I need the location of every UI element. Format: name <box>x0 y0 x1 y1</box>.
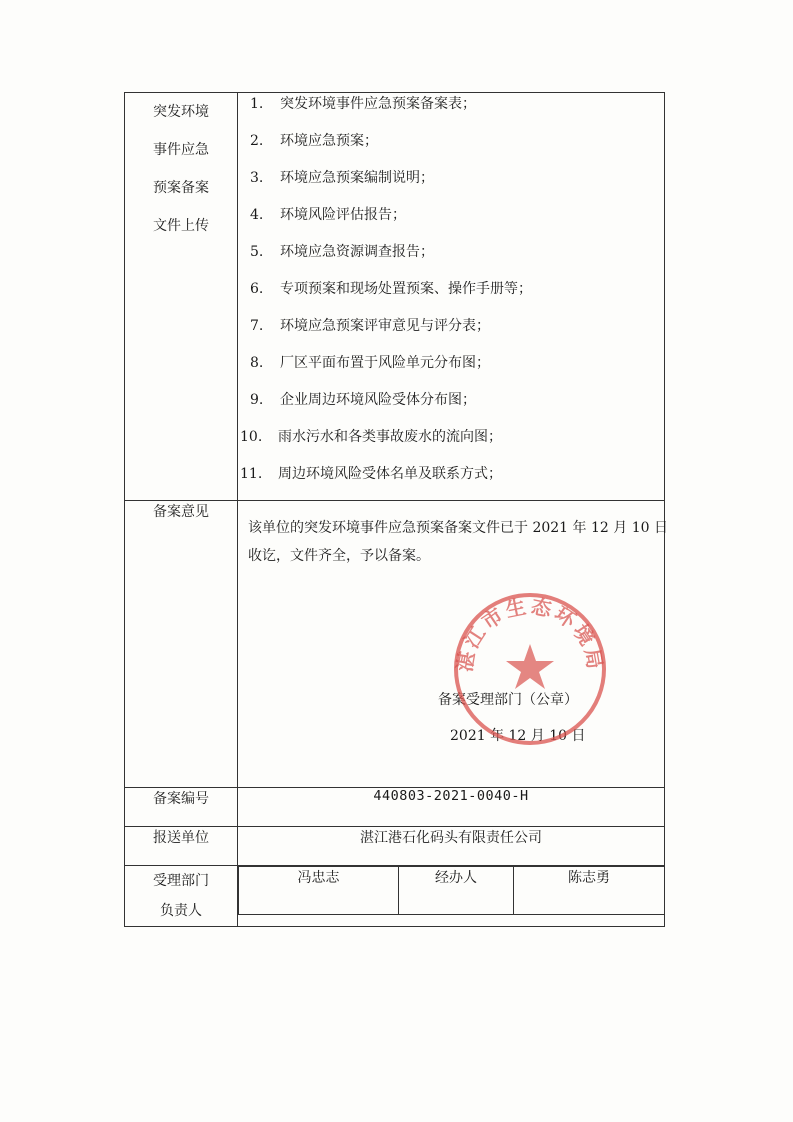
file-item-number: 5. <box>250 244 264 260</box>
files-label-line-2: 事件应急 <box>153 142 209 158</box>
dept-head-name: 冯忠志 <box>239 867 399 915</box>
files-label-line-4: 文件上传 <box>153 218 209 234</box>
file-item <box>238 463 664 500</box>
opinion-cell <box>238 501 668 788</box>
files-list <box>238 93 665 501</box>
dept-head-label-line-1: 受理部门 <box>153 873 209 889</box>
submitting-unit-row <box>125 827 665 866</box>
opinion-text: 该单位的突发环境事件应急预案备案文件已于 2021 年 12 月 10 日收讫，文件齐全，予以备案。 <box>248 520 668 564</box>
files-label-line-1: 突发环境 <box>153 104 209 120</box>
file-item-text: 环境应急预案评审意见与评分表； <box>280 318 490 334</box>
dept-head-row <box>125 866 665 927</box>
file-item <box>238 167 664 204</box>
files-label-cell <box>125 93 238 501</box>
seal-text: 湛江市生态环境局 <box>452 593 608 674</box>
file-item-text: 厂区平面布置于风险单元分布图； <box>280 355 490 371</box>
handler-label: 经办人 <box>399 867 514 915</box>
file-item <box>238 130 664 167</box>
files-row <box>125 93 665 501</box>
file-item-number: 10. <box>240 429 263 445</box>
file-item-number: 4. <box>250 207 264 223</box>
file-item-number: 1. <box>250 96 264 112</box>
file-item <box>238 204 664 241</box>
filing-form-table <box>124 92 668 927</box>
record-number-row <box>125 788 665 827</box>
dept-head-label-line-2: 负责人 <box>160 903 202 919</box>
file-item-number: 3. <box>250 170 264 186</box>
file-item-text: 环境风险评估报告； <box>280 207 406 223</box>
files-label-line-3: 预案备案 <box>153 180 209 196</box>
dept-head-cells <box>238 866 665 927</box>
file-item-number: 2. <box>250 133 264 149</box>
record-number-value: 440803-2021-0040-H <box>238 788 665 827</box>
submitting-unit-label: 报送单位 <box>125 827 238 866</box>
file-item-text: 雨水污水和各类事故废水的流向图； <box>278 429 502 445</box>
opinion-row <box>125 501 665 788</box>
file-item-text: 环境应急预案； <box>280 133 378 149</box>
file-item-text: 突发环境事件应急预案备案表； <box>280 96 476 112</box>
file-item-number: 6. <box>250 281 264 297</box>
file-item-number: 7. <box>250 318 264 334</box>
file-item <box>238 93 664 130</box>
submitting-unit-value: 湛江港石化码头有限责任公司 <box>238 827 665 866</box>
dept-head-label <box>125 866 238 927</box>
file-item <box>238 278 664 315</box>
opinion-label: 备案意见 <box>125 501 238 788</box>
signature-grid <box>238 866 664 915</box>
filing-date: 2021 年 12 月 10 日 <box>450 728 586 744</box>
file-item <box>238 241 664 278</box>
file-item-text: 环境应急预案编制说明； <box>280 170 434 186</box>
file-item-text: 周边环境风险受体名单及联系方式； <box>278 466 502 482</box>
file-item-number: 8. <box>250 355 264 371</box>
file-item-number: 11. <box>240 466 263 482</box>
file-item <box>238 426 664 463</box>
file-item <box>238 389 664 426</box>
filing-dept-label: 备案受理部门（公章） <box>438 692 578 708</box>
file-item-text: 环境应急资源调查报告； <box>280 244 434 260</box>
record-number-label: 备案编号 <box>125 788 238 827</box>
file-item-text: 专项预案和现场处置预案、操作手册等； <box>280 281 532 297</box>
file-item <box>238 315 664 352</box>
handler-name: 陈志勇 <box>514 867 665 915</box>
file-item-number: 9. <box>250 392 264 408</box>
file-item <box>238 352 664 389</box>
file-item-text: 企业周边环境风险受体分布图； <box>280 392 476 408</box>
